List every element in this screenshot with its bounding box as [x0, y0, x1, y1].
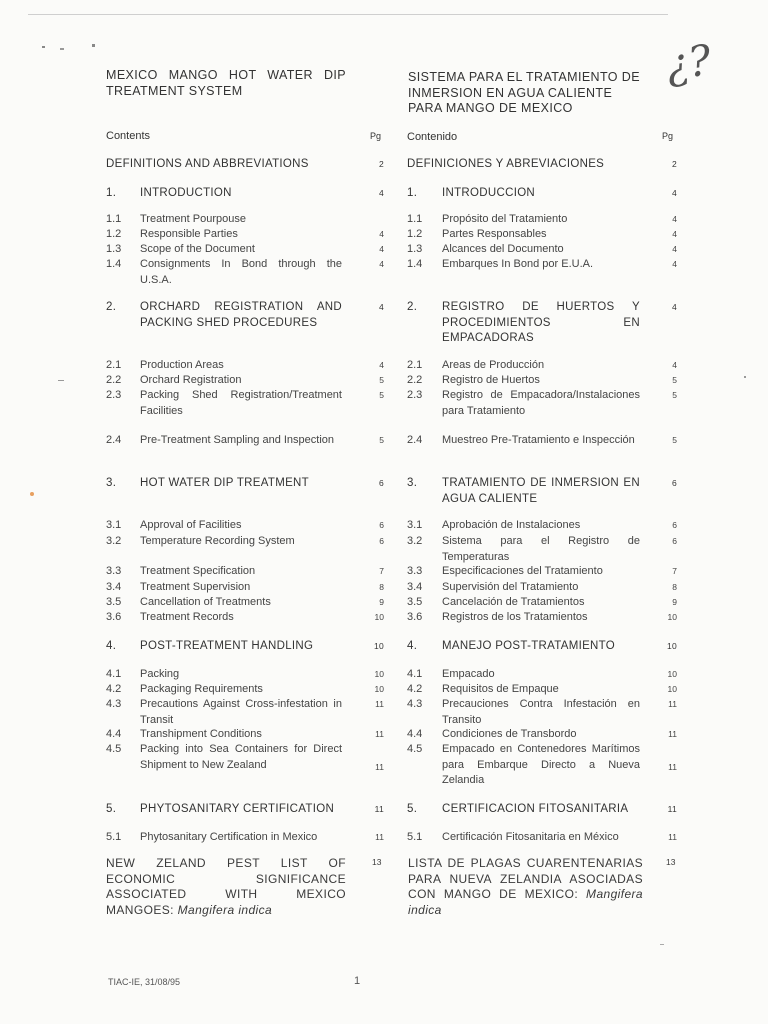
- page-number: 1: [354, 975, 361, 987]
- species-name: Mangifera indica: [408, 887, 644, 917]
- scan-speck: [42, 46, 45, 48]
- pest-list-heading-en: NEW ZELAND PEST LIST OF ECONOMIC SIGNIFICANCE ASSOCIATED WITH MEXICO MANGOES: Mangifera indica: [106, 856, 346, 917]
- spanish-column: SISTEMA PARA EL TRATAMIENTO DE INMERSION EN AGUA CALIENTE PARA MANGO DE MEXICO Contenido Pg DEFINICIONES Y ABREVIACIONES 2 1. INTRODUCCION 4 1.1 Propósito del Tratamiento 4 1.2 Partes Responsables 4 1.3 Alcances del Documento 4 1.4 Embarques In Bond por E.U.A. 4 2. REGISTRO DE HUERTOS Y PROCEDIMIENTOS EN EMPACADORAS 4 2.1 Areas de Producción 4 2.2 Registro de Huertos 5 2.3 Registro de Empacadora/Instalaciones para Tratamiento 5 2.4 Muestreo Pre-Tratamiento e Inspección 5 3. TRATAMIENTO DE INMERSION EN AGUA CALIENTE 6 3.1 Aprobación de Instalaciones 6 3.2 Sistema para el Registro de Temperaturas 6 3.3 Especificaciones del Tratamiento 7 3.4 Supervisión del Tratamiento 8 3.5 Cancelación de Tratamientos 9 3.6 Registros de los Tratamientos 10 4. MANEJO POST-TRATAMIENTO 10 4.1 Empacado 10 4.2 Requisitos de Empaque 10 4.3 Precauciones Contra Infestación en Transito 11 4.4 Condiciones de Transbordo 11 4.5 Empacado en Contenedores Marítimos para Embarque Directo a Nueva Zelandia 11 5. CERTIFICACION FITOSANITARIA 11 5.1 Certificación Fitosanitaria en México 11 LISTA DE PLAGAS CUARENTENARIAS PARA NUEVA ZELANDIA ASOCIADAS CON MANGO DE MEXICO: Mangifera indica 13: [407, 70, 677, 917]
- english-column: MEXICO MANGO HOT WATER DIP TREATMENT SYSTEM Contents Pg DEFINITIONS AND ABBREVIATIONS 2 1. INTRODUCTION 4 1.1 Treatment Pourpouse 1.2 Responsible Parties 4 1.3 Scope of the Document 4 1.4 Consignments In Bond through the U.S.A. 4 2. ORCHARD REGISTRATION AND PACKING SHED PROCEDURES 4 2.1 Production Areas 4 2.2 Orchard Registration 5 2.3 Packing Shed Registration/Treatment Facilities 5 2.4 Pre-Treatment Sampling and Inspection 5 3. HOT WATER DIP TREATMENT 6 3.1 Approval of Facilities 6 3.2 Temperature Recording System 6 3.3 Treatment Specification 7 3.4 Treatment Supervision 8 3.5 Cancellation of Treatments 9 3.6 Treatment Records 10 4. POST-TREATMENT HANDLING 10 4.1 Packing 10 4.2 Packaging Requirements 10 4.3 Precautions Against Cross-infestation in Transit 11 4.4 Transhipment Conditions 11 4.5 Packing into Sea Containers for Direct Shipment to New Zealand 11 5. PHYTOSANITARY CERTIFICATION 11 5.1 Phytosanitary Certification in Mexico 11 NEW ZELAND PEST LIST OF ECONOMIC SIGNIFICANCE ASSOCIATED WITH MEXICO MANGOES: Mangifera indica 13: [106, 68, 384, 917]
- scan-speck: [30, 492, 34, 496]
- pest-list-page-en: 13: [372, 857, 382, 867]
- scan-speck: [744, 376, 746, 378]
- handwritten-question-mark: ¿?: [662, 35, 715, 90]
- scan-speck: [92, 44, 95, 47]
- pest-list-page-es: 13: [666, 857, 676, 867]
- scan-speck: [660, 944, 664, 945]
- scan-speck: [60, 48, 64, 50]
- document-reference: TIAC-IE, 31/08/95: [108, 977, 181, 987]
- contents-label-es: Contenido: [407, 131, 458, 143]
- pest-list-heading-es: LISTA DE PLAGAS CUARENTENARIAS PARA NUEVA ZELANDIA ASOCIADAS CON MANGO DE MEXICO: Mangifera indica: [408, 856, 644, 917]
- document-title-es: SISTEMA PARA EL TRATAMIENTO DE INMERSION EN AGUA CALIENTE PARA MANGO DE MEXICO: [408, 70, 640, 115]
- pg-label-es: Pg: [662, 131, 674, 141]
- species-name: Mangifera indica: [177, 902, 273, 917]
- scan-speck: [58, 380, 64, 381]
- pg-label-en: Pg: [370, 131, 382, 141]
- document-title-en: MEXICO MANGO HOT WATER DIP TREATMENT SYSTEM: [106, 68, 346, 98]
- contents-label-en: Contents: [106, 130, 151, 142]
